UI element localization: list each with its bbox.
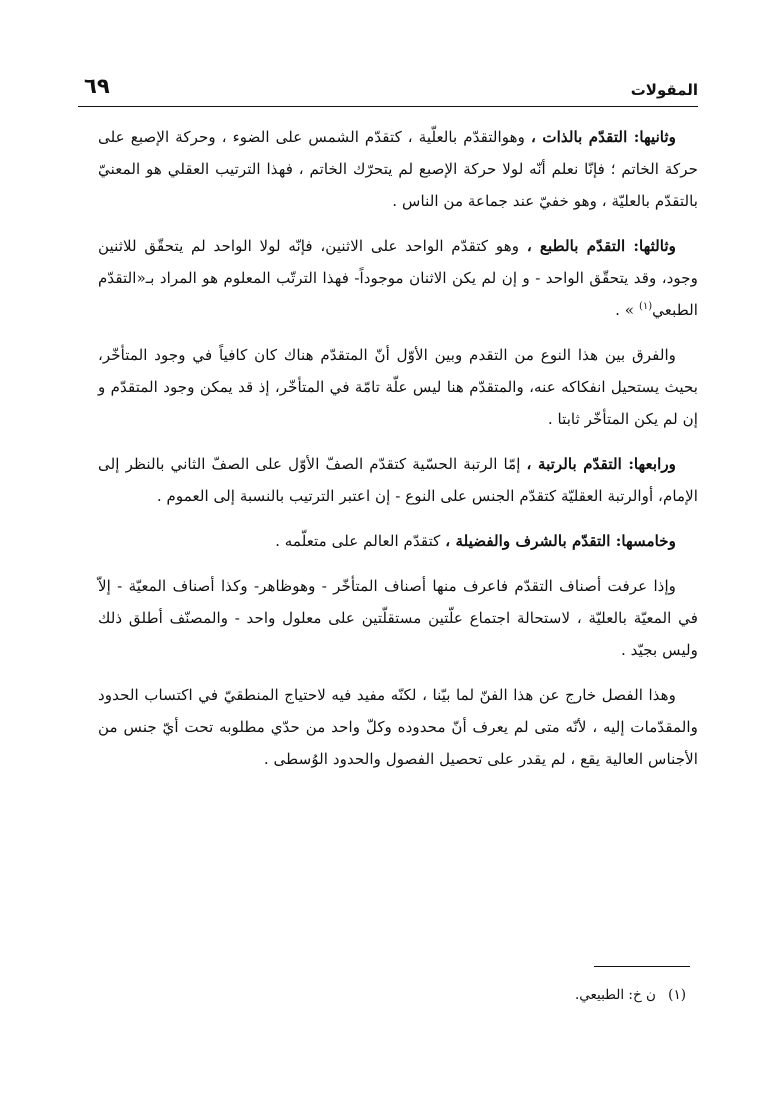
- paragraph-lead: ورابعها: التقدّم بالرتبة ،: [526, 455, 676, 473]
- paragraph-fourth-priority: [98, 448, 698, 512]
- paragraph-text: وإذا عرفت أصناف التقدّم فاعرف منها أصناف المتأخّر - وهوظاهر- وكذا أصناف المعيّة - إلاّ في المعيّة بالعليّة ، لاستحالة اجتماع علّتين مستقلّتين على معلول واحد - والمصنّف أطلق ذلك وليس بجيّد .: [98, 577, 698, 659]
- footnote: [575, 984, 686, 1006]
- paragraph-lead: وخامسها: التقدّم بالشرف والفضيلة ،: [445, 532, 676, 550]
- paragraph-chapter-note: [98, 679, 698, 775]
- paragraph-lead: وثانيها: التقدّم بالذات ،: [530, 128, 676, 146]
- paragraph-text: إمّا الرتبة الحسّية كتقدّم الصفّ الأوّل على الصفّ الثاني بالنظر إلى الإمام، أوالرتبة العقليّة كتقدّم الجنس على النوع - إن اعتبر الترتيب بالنسبة إلى العموم .: [98, 455, 698, 505]
- footnote-number: (١): [668, 987, 686, 1003]
- footnote-reference[interactable]: (١): [638, 300, 653, 312]
- paragraph-text: كتقدّم العالم على متعلّمه .: [275, 532, 446, 550]
- header-title: المقولات: [630, 81, 698, 99]
- footnote-text: ن خ: الطبيعي.: [574, 987, 656, 1003]
- paragraph-lead: وثالثها: التقدّم بالطبع ،: [526, 237, 676, 255]
- page-number: ٦٩: [84, 74, 110, 98]
- paragraph-text-after: » .: [615, 301, 639, 319]
- footnote-divider: [594, 966, 690, 967]
- paragraph-third-priority: [98, 230, 698, 326]
- paragraph-text: وهو كتقدّم الواحد على الاثنين، فإنّه لولا الواحد لم يتحقّق للاثنين وجود، وقد يتحقّق الواحد - و إن لم يكن الاثنان موجوداً- فهذا الترتّب المعلوم هو المراد بـ«التقدّم الطبعي: [98, 237, 698, 319]
- paragraph-second-priority: [98, 121, 698, 217]
- paragraph-types-of-posteriority: [98, 570, 698, 666]
- paragraph-text: والفرق بين هذا النوع من التقدم وبين الأوّل أنّ المتقدّم هناك كان كافياً في وجود المتأخّر، بحيث يستحيل انفكاكه عنه، والمتقدّم هنا ليس علّة تامّة في المتأخّر، إذ قد يمكن وجود المتقدّم و إن لم يكن المتأخّر ثابتا .: [98, 346, 698, 428]
- body-text: [98, 121, 698, 788]
- paragraph-difference: [98, 339, 698, 435]
- paragraph-text: وهوالتقدّم بالعلّية ، كتقدّم الشمس على الضوء ، وحركة الإصبع على حركة الخاتم ؛ فإنّا نعلم أنّه لولا حركة الإصبع لم يتحرّك الخاتم ، فهذا الترتيب العقلي هو المعنيّ بالتقدّم بالعليّة ، وهو خفيّ عند جماعة من الناس .: [98, 128, 698, 210]
- paragraph-fifth-priority: [98, 525, 698, 557]
- paragraph-text: وهذا الفصل خارج عن هذا الفنّ لما بيّنا ، لكنّه مفيد فيه لاحتياج المنطقيّ في اكتساب الحدود والمقدّمات إليه ، لأنّه متى لم يعرف أنّ محدوده وكلّ واحد من حدّي مطلوبه تحت أيّ جنس من الأجناس العالية يقع ، لم يقدر على تحصيل الفصول والحدود الوُسطى .: [98, 686, 698, 768]
- running-header: [78, 74, 698, 107]
